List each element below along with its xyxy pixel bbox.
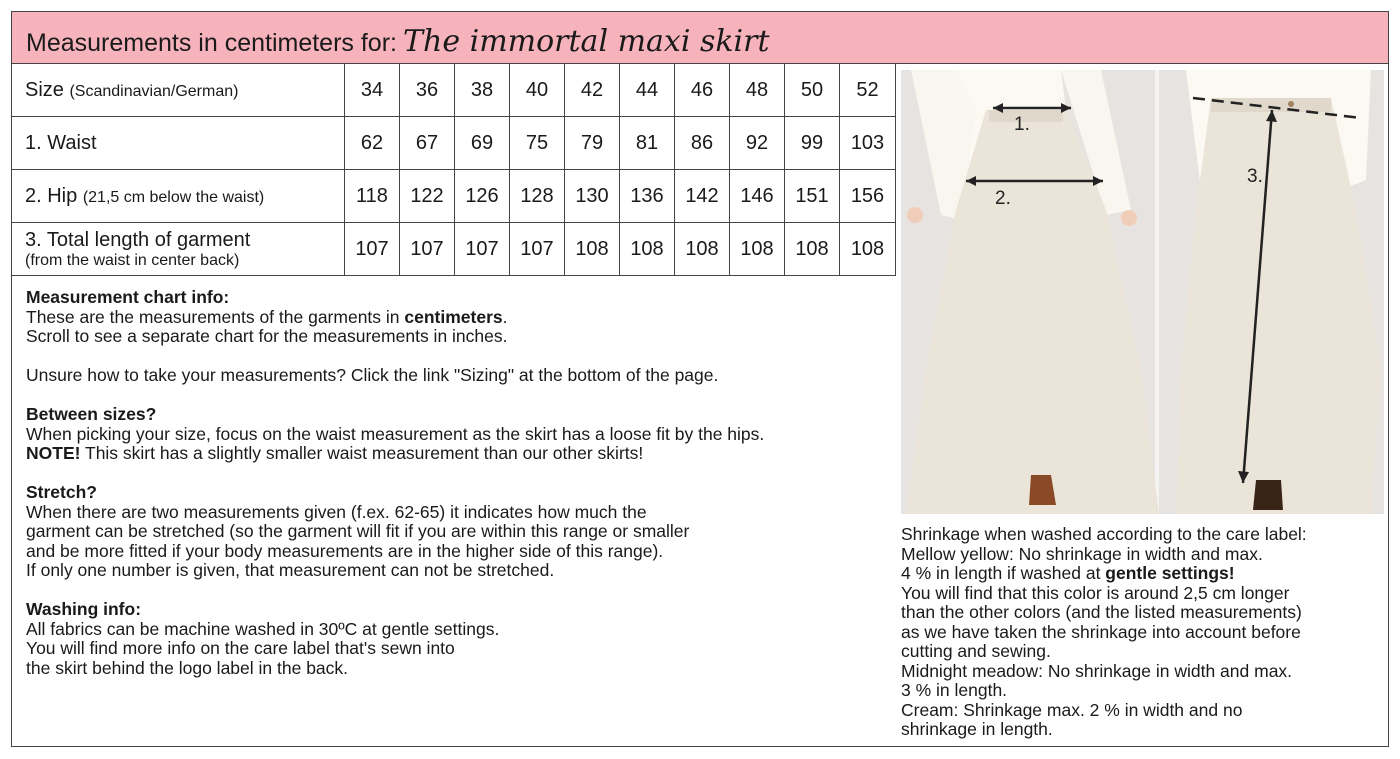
table-cell: 118: [345, 170, 400, 223]
shrinkage-text: [901, 564, 1386, 584]
between-sizes-text: When picking your size, focus on the waist measurement as the skirt has a loose fit by the hips.: [26, 423, 765, 444]
sizing-hint: Unsure how to take your measurements? Click the link "Sizing" at the bottom of the page.: [26, 365, 719, 385]
table-cell: 40: [510, 64, 565, 117]
table-row: [12, 223, 896, 276]
chart-info-scroll: Scroll to see a separate chart for the measurements in inches.: [26, 326, 508, 346]
stretch-text: garment can be stretched (so the garment will fit if you are within this range or smaller: [26, 521, 690, 541]
chart-info-unit: centimeters: [404, 306, 503, 327]
table-row: [12, 170, 896, 223]
chart-header: [11, 11, 1389, 64]
table-cell: 67: [400, 117, 455, 170]
row-label-text: 3. Total length of garment: [25, 228, 251, 251]
chart-info-heading: Measurement chart info:: [26, 287, 230, 307]
table-cell: 62: [345, 117, 400, 170]
shrinkage-text-part: 4 % in length if washed at: [901, 563, 1106, 583]
gentle-settings-label: gentle settings!: [1105, 563, 1235, 583]
table-cell: 108: [620, 223, 675, 276]
table-cell: 130: [565, 170, 620, 223]
hip-marker: 2.: [995, 188, 1011, 209]
table-cell: 46: [675, 64, 730, 117]
table-cell: 136: [620, 170, 675, 223]
table-cell: 108: [675, 223, 730, 276]
table-cell: 69: [455, 117, 510, 170]
table-cell: 107: [455, 223, 510, 276]
row-label: [12, 223, 345, 276]
row-label-text: 1. Waist: [25, 131, 97, 154]
table-cell: 128: [510, 170, 565, 223]
shrinkage-text: Mellow yellow: No shrinkage in width and max.: [901, 543, 1263, 564]
measurement-table: [11, 63, 896, 276]
shrinkage-heading: Shrinkage when washed according to the care label:: [901, 524, 1307, 544]
table-cell: 151: [785, 170, 840, 223]
header-title: [26, 24, 770, 59]
stretch-text: and be more fitted if your body measurements are in the higher side of this range).: [26, 540, 664, 561]
table-cell: 92: [730, 117, 785, 170]
shrinkage-text: Cream: Shrinkage max. 2 % in width and no: [901, 699, 1243, 720]
table-cell: 38: [455, 64, 510, 117]
table-cell: 146: [730, 170, 785, 223]
shrinkage-text: as we have taken the shrinkage into account before: [901, 621, 1301, 642]
row-label: [12, 64, 345, 117]
stretch-heading: Stretch?: [26, 482, 97, 502]
table-cell: 108: [840, 223, 896, 276]
table-cell: 79: [565, 117, 620, 170]
chart-info-text: These are the measurements of the garments in: [26, 306, 405, 327]
shrinkage-text: than the other colors (and the listed measurements): [901, 602, 1302, 622]
table-cell: 36: [400, 64, 455, 117]
stretch-text: If only one number is given, that measurement can not be stretched.: [26, 560, 555, 580]
length-marker: 3.: [1247, 166, 1263, 187]
row-label-text: 2. Hip: [25, 184, 78, 207]
table-cell: 107: [510, 223, 565, 276]
row-label-note: (Scandinavian/German): [69, 82, 239, 100]
shrinkage-text: 3 % in length.: [901, 680, 1008, 700]
table-cell: 107: [345, 223, 400, 276]
washing-heading: Washing info:: [26, 599, 142, 619]
waist-marker: 1.: [1014, 114, 1030, 135]
washing-text: All fabrics can be machine washed in 30ºC at gentle settings.: [26, 618, 500, 639]
table-cell: 99: [785, 117, 840, 170]
table-row: [12, 117, 896, 170]
stretch-text: When there are two measurements given (f.ex. 62-65) it indicates how much the: [26, 501, 647, 522]
table-cell: 122: [400, 170, 455, 223]
table-cell: 81: [620, 117, 675, 170]
note-label: NOTE!: [26, 443, 81, 463]
table-cell: 48: [730, 64, 785, 117]
table-cell: 108: [565, 223, 620, 276]
table-cell: 103: [840, 117, 896, 170]
table-cell: 156: [840, 170, 896, 223]
chart-info-period: .: [502, 306, 508, 327]
table-cell: 86: [675, 117, 730, 170]
table-cell: 42: [565, 64, 620, 117]
table-cell: 34: [345, 64, 400, 117]
between-sizes-heading: Between sizes?: [26, 404, 157, 424]
shrinkage-text: You will find that this color is around 2,5 cm longer: [901, 582, 1290, 603]
shrinkage-text: shrinkage in length.: [901, 719, 1053, 739]
shrinkage-text: cutting and sewing.: [901, 641, 1051, 661]
washing-text: You will find more info on the care label that's sewn into: [26, 638, 455, 658]
row-label: [12, 117, 345, 170]
table-cell: 108: [730, 223, 785, 276]
shrinkage-info: [901, 525, 1386, 740]
row-label-note: (from the waist in center back): [25, 251, 240, 269]
product-name: The immortal maxi skirt: [402, 24, 770, 59]
table-cell: 52: [840, 64, 896, 117]
header-label: Measurements in centimeters for:: [26, 29, 397, 57]
table-cell: 108: [785, 223, 840, 276]
chart-info: [26, 288, 886, 698]
table-cell: 142: [675, 170, 730, 223]
table-cell: 75: [510, 117, 565, 170]
table-cell: 50: [785, 64, 840, 117]
washing-text: the skirt behind the logo label in the back.: [26, 657, 349, 678]
skirt-photo: [901, 70, 1384, 514]
table-cell: 126: [455, 170, 510, 223]
row-label-text: Size: [25, 78, 64, 101]
skirt-illustration: [901, 70, 1384, 514]
note-text: This skirt has a slightly smaller waist measurement than our other skirts!: [80, 443, 644, 463]
row-label: [12, 170, 345, 223]
table-row: [12, 64, 896, 117]
row-label-note: (21,5 cm below the waist): [82, 188, 265, 206]
table-cell: 44: [620, 64, 675, 117]
table-cell: 107: [400, 223, 455, 276]
shrinkage-text: Midnight meadow: No shrinkage in width and max.: [901, 660, 1293, 681]
